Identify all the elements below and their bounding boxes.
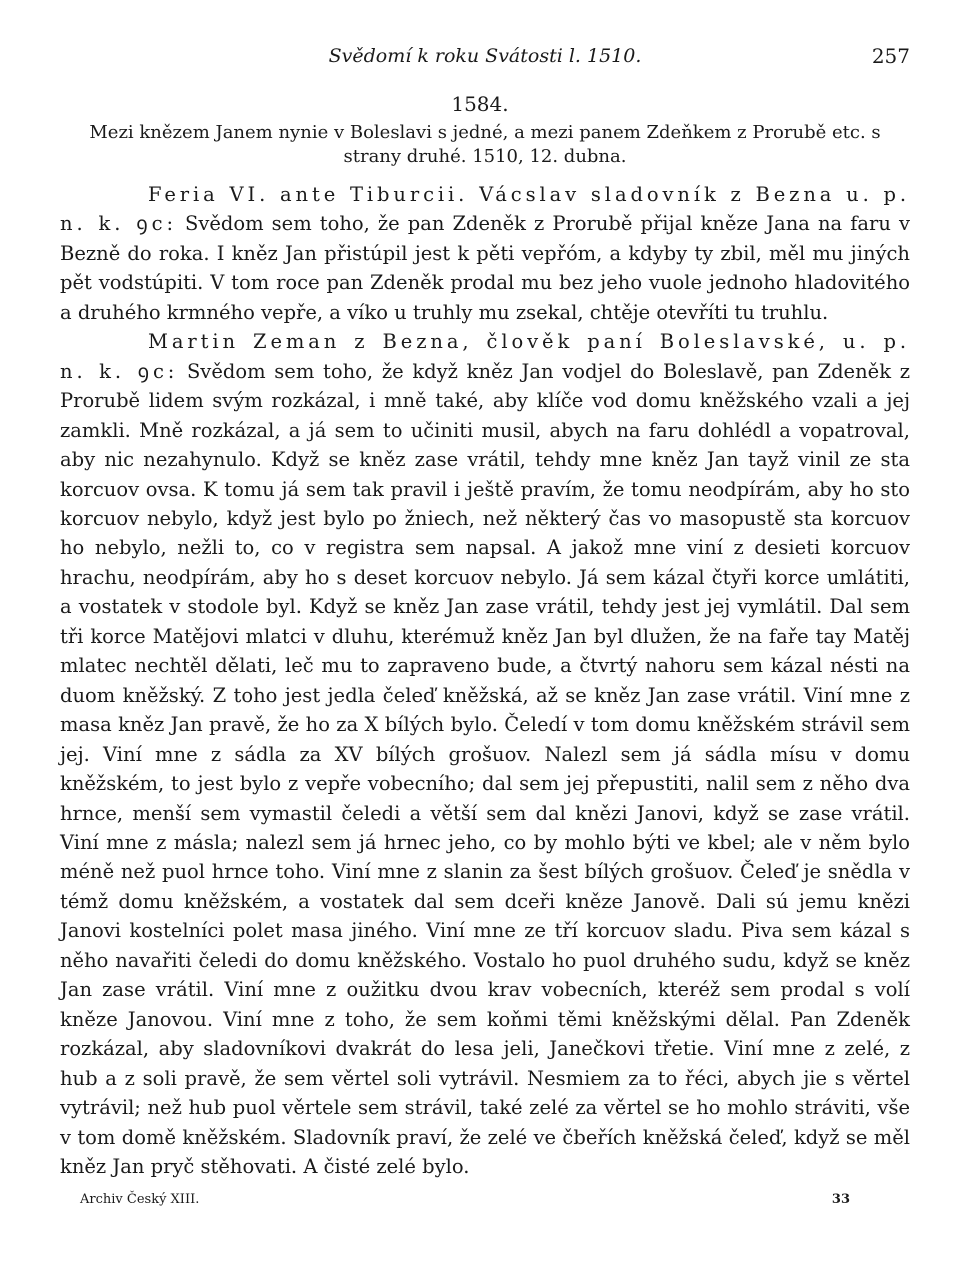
running-title: Svědomí k roku Svátosti l. 1510. [328,45,642,67]
footer-signature: 33 [831,1192,850,1207]
document-body [60,180,910,1181]
testimony-paragraph [60,180,910,327]
testimony-text: Svědom sem toho, že pan Zdeněk z Prorubě přijal kněze Jana na faru v Bezně do roka. I kněz Jan přistúpil jest k pěti vepřóm, a kdyby ty zbil, měl mu jiných pět vodstúpiti. V tom roce pan Zdeněk prodal mu bez jeho vuole jednoho hladovitého a druhého krmného vepře, a víko u truhly mu zsekal, chtěje otevříti tu truhlu. [60,212,910,324]
testimony-text: Svědom sem toho, že když kněz Jan vodjel do Boleslavě, pan Zdeněk z Prorubě lidem svým rozkázal, i mně také, aby klíče vod domu kněžského vzali a jej zamkli. Mně rozkázal, a já sem to učiniti musil, abych na faru dohlédl a vopatroval, aby nic nezahynulo. Když se kněz zase vrátil, tehdy mne kněz Jan tayž vinil ze sta korcuov ovsa. K tomu já sem tak pravil i ještě pravím, že tomu neodpírám, aby ho sto korcuov nebylo, když jest bylo po žniech, než některý čas vo masopustě sta korcuov ho nebylo, nežli to, co v registra sem napsal. A jakož mne viní z desieti korcuov hrachu, neodpírám, aby ho s deset korcuov nebylo. Já sem kázal čtyři korce umlátiti, a vostatek v stodole byl. Když se kněz Jan zase vrátil, tehdy jest jej vymlátil. Dal sem tři korce Matějovi mlatci v dluhu, kterémuž kněz Jan byl dlužen, že na faře tay Matěj mlatec nechtěl dělati, leč mu to zapraveno bude, a čtvrtý nahoru sem kázal nésti na duom kněžský. Z toho jest jedla čeleď kněžská, až se kněz Jan zase vrátil. Viní mne z masa kněz Jan pravě, že ho za X bílých bylo. Čeledí v tom domu kněžském strávil sem jej. Viní mne z sádla za XV bílých grošuov. Nalezl sem já sádla mísu v domu kněžském, to jest bylo z vepře vobecního; dal sem jej přepustiti, nalil sem z něho dva hrnce, menší sem vymastil čeledi a větší sem dal knězi Janovi, když se zase vrátil. Viní mne z másla; nalezl sem já hrnec jeho, co by mohlo býti ve kbel; ale v něm bylo méně než puol hrnce toho. Viní mne z slanin za šest bílých grošuov. Čeleď je snědla v témž domu kněžském, a vostatek dal sem dceři kněze Janově. Dali sú jemu knězi Janovi kostelníci polet masa jiného. Viní mne ze tří korcuov sladu. Piva sem kázal s něho navařiti čeledi do domu kněžského. Vostalo ho puol druhého sudu, když se kněz Jan zase vrátil. Viní mne z oužitku dvou krav vobecních, kteréž sem prodal s volí kněze Janovou. Viní mne z toho, že sem koňmi těmi kněžskými dělal. Pan Zdeněk rozkázal, aby sladovníkovi dvakrát do lesa jeli, Janečkovi třetie. Viní mne z zelé, z hub a z soli pravě, že sem věrtel soli vytrávil. Nesmiem za to řéci, abych jie s věrtel vytrávil; než hub puol věrtele sem strávil, také zelé za věrtel se ho mohlo stráviti, vše v tom domě kněžském. Sladovník praví, že zelé ve čbeřích kněžská čeleď, když se měl kněz Jan pryč stěhovati. A čisté zelé bylo. [60,359,910,1178]
document-number: 1584. [451,92,509,116]
page-footer [80,1188,850,1212]
running-head [60,40,910,72]
testimony-lead: Feria VI. ante Tiburcii. Vácslav sladovník z Bezna u. p. n. k. ꝯc: [60,183,910,236]
footer-source: Archiv Český XIII. [80,1192,200,1207]
page-number: 257 [871,44,910,68]
testimony-paragraph [60,327,910,1181]
testimony-lead: Martin Zeman z Bezna, člověk paní Boleslavské, u. p. n. k. ꝯc: [60,330,910,383]
document-heading: Mezi knězem Janem nynie v Boleslavi s jedné, a mezi panem Zdeňkem z Prorubě etc. s strany druhé. 1510, 12. dubna. [89,122,881,167]
